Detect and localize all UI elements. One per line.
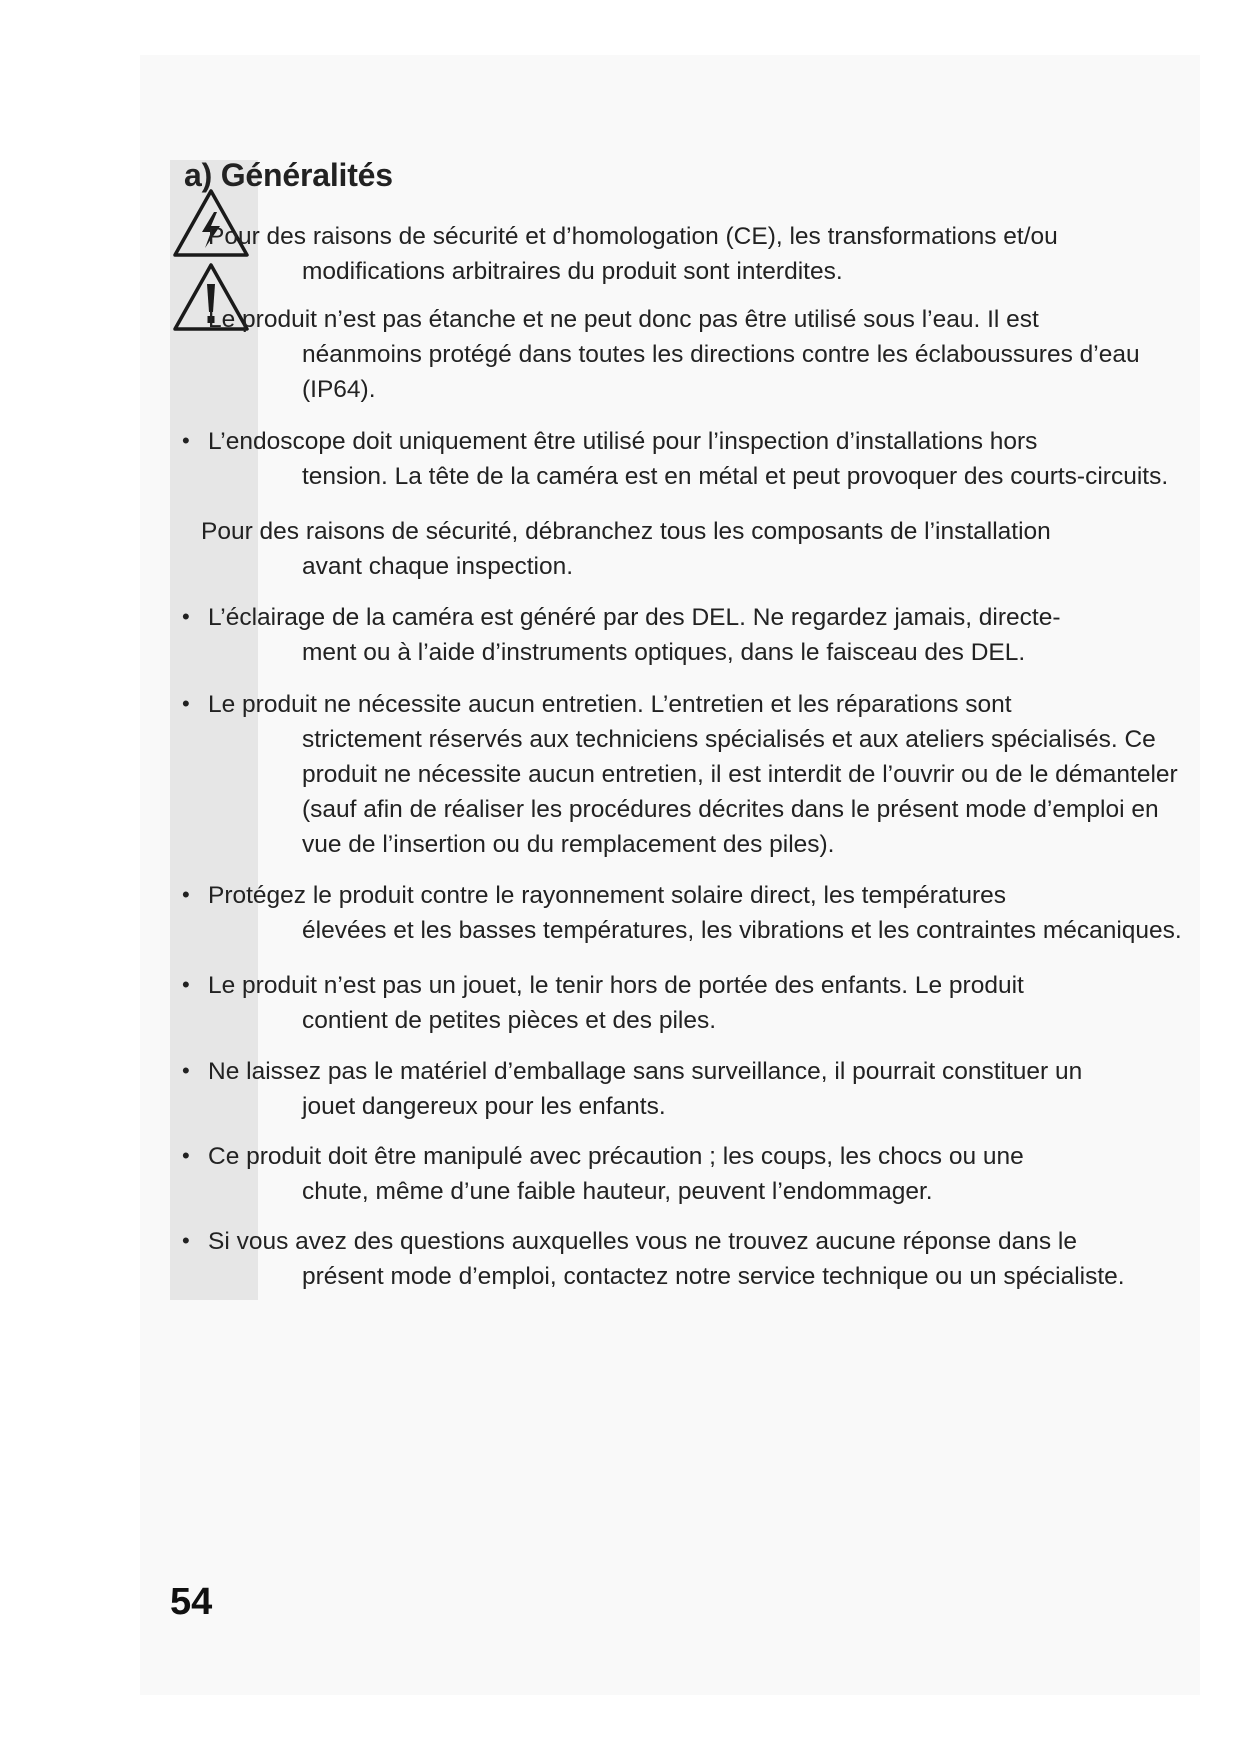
safety-paragraph <box>208 302 1201 407</box>
safety-paragraph <box>208 878 1201 948</box>
paragraph-line: Pour des raisons de sécurité, débranchez tous les composants de l’installation <box>201 518 1051 545</box>
paragraph-line: Le produit n’est pas étanche et ne peut donc pas être utilisé sous l’eau. Il est <box>208 306 1039 333</box>
paragraph-line: vue de l’insertion ou du remplacement des piles). <box>302 831 835 858</box>
bullet: • <box>182 882 190 907</box>
bullet: • <box>182 1058 190 1083</box>
paragraph-line: produit ne nécessite aucun entretien, il est interdit de l’ouvrir ou de le démanteler <box>302 761 1178 788</box>
safety-paragraph <box>208 219 1201 289</box>
paragraph-line: (sauf afin de réaliser les procédures décrites dans le présent mode d’emploi en <box>302 796 1159 823</box>
paragraph-line: modifications arbitraires du produit sont interdites. <box>302 258 843 285</box>
bullet: • <box>182 428 190 453</box>
paragraph-line: Protégez le produit contre le rayonnement solaire direct, les températures <box>208 882 1007 909</box>
safety-paragraph <box>208 600 1201 670</box>
paragraph-line: L’endoscope doit uniquement être utilisé pour l’inspection d’installations hors <box>208 428 1038 455</box>
paragraph-line: strictement réservés aux techniciens spécialisés et aux ateliers spécialisés. Ce <box>302 726 1156 753</box>
paragraph-line: Ne laissez pas le matériel d’emballage sans surveillance, il pourrait constituer un <box>208 1058 1083 1085</box>
section-heading: a) Généralités <box>184 157 393 193</box>
safety-paragraph <box>208 1054 1201 1124</box>
bullet: • <box>182 691 190 716</box>
paragraph-line: néanmoins protégé dans toutes les directions contre les éclaboussures d’eau <box>302 341 1140 368</box>
page-number: 54 <box>170 1581 213 1623</box>
safety-paragraph <box>208 687 1201 862</box>
bullet: • <box>182 972 190 997</box>
paragraph-line: (IP64). <box>302 376 376 403</box>
paragraph-line: présent mode d’emploi, contactez notre service technique ou un spécialiste. <box>302 1263 1125 1290</box>
paragraph-line: ment ou à l’aide d’instruments optiques, dans le faisceau des DEL. <box>302 639 1026 666</box>
bullet: • <box>182 1228 190 1253</box>
paragraph-line: L’éclairage de la caméra est généré par des DEL. Ne regardez jamais, directe- <box>208 604 1061 631</box>
bullet: • <box>182 1143 190 1168</box>
page-background <box>140 55 1200 1695</box>
paragraph-line: contient de petites pièces et des piles. <box>302 1007 717 1034</box>
paragraph-line: élevées et les basses températures, les vibrations et les contraintes mécaniques. <box>302 917 1182 944</box>
paragraph-line: avant chaque inspection. <box>302 553 574 580</box>
paragraph-line: Ce produit doit être manipulé avec précaution ; les coups, les chocs ou une <box>208 1143 1024 1170</box>
paragraph-line: jouet dangereux pour les enfants. <box>302 1093 666 1120</box>
safety-paragraph <box>208 968 1201 1038</box>
paragraph-line: tension. La tête de la caméra est en métal et peut provoquer des courts-circuits. <box>302 463 1169 490</box>
bullet: • <box>182 604 190 629</box>
safety-paragraph <box>208 1224 1201 1294</box>
paragraph-line: Le produit ne nécessite aucun entretien. L’entretien et les réparations sont <box>208 691 1012 718</box>
paragraph-line: Le produit n’est pas un jouet, le tenir hors de portée des enfants. Le produit <box>208 972 1024 999</box>
safety-paragraph <box>208 424 1201 494</box>
safety-paragraph <box>201 514 1201 584</box>
safety-paragraph <box>208 1139 1201 1209</box>
paragraph-line: chute, même d’une faible hauteur, peuvent l’endommager. <box>302 1178 933 1205</box>
paragraph-line: Pour des raisons de sécurité et d’homologation (CE), les transformations et/ou <box>208 223 1058 250</box>
paragraph-line: Si vous avez des questions auxquelles vous ne trouvez aucune réponse dans le <box>208 1228 1077 1255</box>
